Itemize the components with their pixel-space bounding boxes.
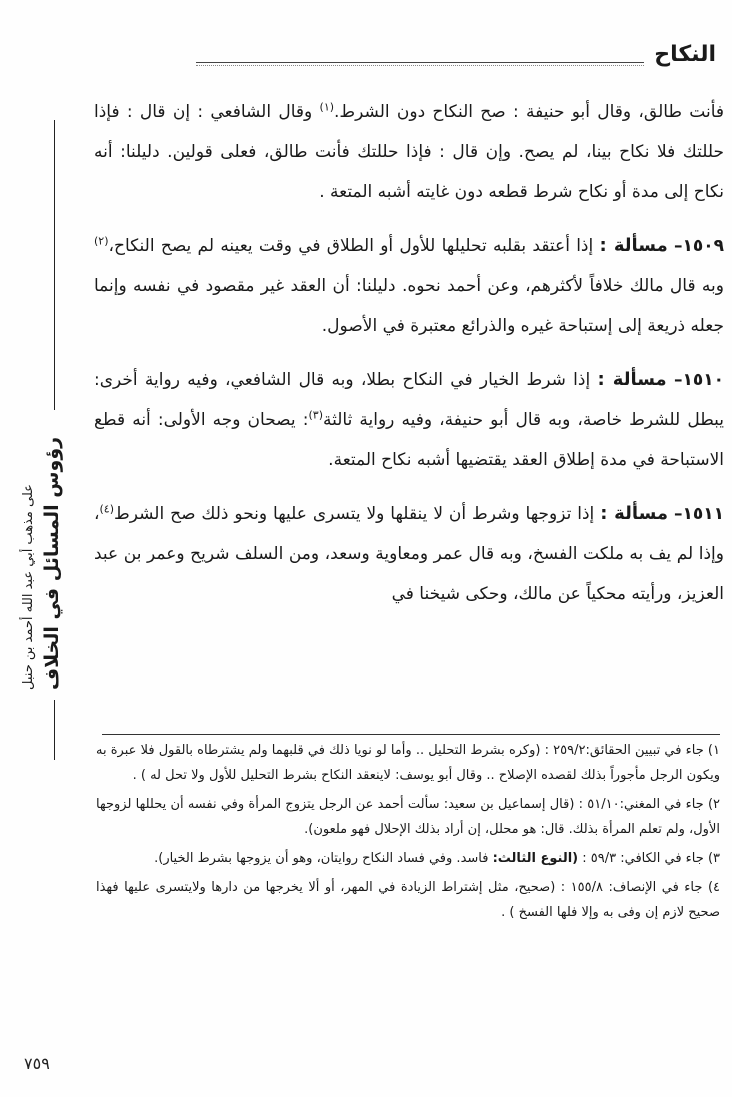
- text-run: إذا أعتقد بقلبه تحليلها للأول أو الطلاق في وقت يعينه لم يصح النكاح،: [108, 236, 600, 256]
- side-margin-band: [12, 120, 70, 760]
- footnote-number: ٣): [707, 851, 720, 866]
- issue-number: ١٥٠٩–: [674, 236, 725, 256]
- footnote-1: [96, 738, 720, 788]
- footnote-4: [96, 875, 720, 925]
- side-rule-top: [54, 120, 55, 410]
- issue-1510: [94, 360, 724, 480]
- text-run: وبه قال مالك خلافاً لأكثرهم، وعن أحمد نحوه. دليلنا: أن العقد غير مقصود في نفسه وإنما جعله ذريعة إلى إستباحة غيره والذرائع معتبرة في الأصول.: [94, 276, 724, 336]
- issue-number: ١٥١١–: [674, 504, 725, 524]
- footnotes: [96, 738, 720, 929]
- footnote-bold-term: (النوع الثالث:: [492, 851, 579, 866]
- footnote-ref-2[interactable]: (٢): [94, 234, 109, 248]
- footnote-text: جاء في الإنصاف: ١٥٥/٨ : (صحيح، مثل إشتراط الزيادة في المهر، أو ألا يخرجها من دارها ولايتسرى عليها فهذا صحيح لازم إن وفى به وإلا فلها الفسخ ) .: [96, 880, 720, 920]
- footnote-ref-3[interactable]: (٣): [308, 408, 323, 422]
- issue-number: ١٥١٠–: [673, 370, 724, 390]
- header-rule: [196, 62, 644, 66]
- chapter-title: النكاح: [654, 42, 716, 67]
- footnote-text: جاء في تبيين الحقائق:٢٥٩/٢ : (وكره بشرط التحليل .. وأما لو نويا ذلك في قلبهما ولم يشترطاه بالقول فلا عبرة به ويكون الرجل مأجوراً بذلك لقصده الإصلاح .. وقال أبو يوسف: لاينعقد النكاح بشرط التحليل للأول ولا تحل له ) .: [96, 743, 720, 783]
- footnote-text: فاسد. وفي فساد النكاح روايتان، وهو أن يزوجها بشرط الخيار).: [154, 851, 493, 866]
- running-header: [196, 42, 716, 76]
- footnote-number: ٢): [707, 797, 720, 812]
- issue-label: مسألة :: [597, 369, 667, 390]
- footnote-2: [96, 792, 720, 842]
- footnote-number: ٤): [707, 880, 720, 895]
- text-run: : يصحان وجه الأولى: أنه قطع الاستباحة في مدة إطلاق العقد يقتضيها أشبه نكاح المتعة.: [94, 410, 724, 470]
- side-book-title: رؤوس المسائل في الخلاف: [41, 436, 63, 690]
- issue-1509: [94, 226, 724, 346]
- side-book-title-block: [21, 410, 69, 690]
- footnote-number: ١): [707, 743, 720, 758]
- side-book-subtitle: على مذهب أبي عبد الله أحمد بن حنبل: [21, 484, 36, 690]
- main-text: [94, 92, 724, 628]
- paragraph-continuation: [94, 92, 724, 212]
- footnote-text: جاء في الكافي: ٥٩/٣ :: [578, 851, 708, 866]
- text-run: إذا شرط الخيار في النكاح بطلا، وبه قال الشافعي، وفيه رواية أخرى: يبطل للشرط خاصة، وبه قال أبو حنيفة، وفيه رواية ثالثة: [94, 370, 724, 430]
- page-number: ٧٥٩: [24, 1054, 50, 1073]
- text-run: وقال الشافعي : إن قال : فإذا حللتك فلا نكاح بينا، لم يصح. وإن قال : فإذا حللتك فأنت طالق، فعلى قولين. دليلنا: أنه نكاح إلى مدة أو نكاح شرط قطعه دون غايته أشبه المتعة .: [94, 102, 724, 202]
- text-run: ، وإذا لم يف به ملكت الفسخ، وبه قال عمر ومعاوية وسعد، ومن السلف شريح وعمر بن عبد العزيز، ورأيته محكياً عن مالك، وحكى شيخنا في: [94, 504, 724, 604]
- footnote-separator: [102, 734, 720, 735]
- issue-label: مسألة :: [599, 235, 668, 256]
- footnote-ref-1[interactable]: (١): [319, 100, 335, 114]
- side-rule-bottom: [54, 700, 55, 760]
- text-run: فأنت طالق، وقال أبو حنيفة : صح النكاح دون الشرط.: [334, 102, 724, 122]
- text-run: إذا تزوجها وشرط أن لا ينقلها ولا يتسرى عليها ونحو ذلك صح الشرط: [114, 504, 601, 524]
- footnote-text: جاء في المغني:٥١/١٠ : (قال إسماعيل بن سعيد: سألت أحمد عن الرجل يتزوج المرأة وفي نفسه أن يحللها لزوجها الأول، ولم تعلم المرأة بذلك. قال: هو محلل، إن أراد بذلك الإحلال فهو ملعون).: [96, 797, 720, 837]
- issue-1511: [94, 494, 724, 614]
- footnote-3: [96, 846, 720, 871]
- issue-label: مسألة :: [600, 503, 669, 524]
- footnote-ref-4[interactable]: (٤): [99, 502, 115, 516]
